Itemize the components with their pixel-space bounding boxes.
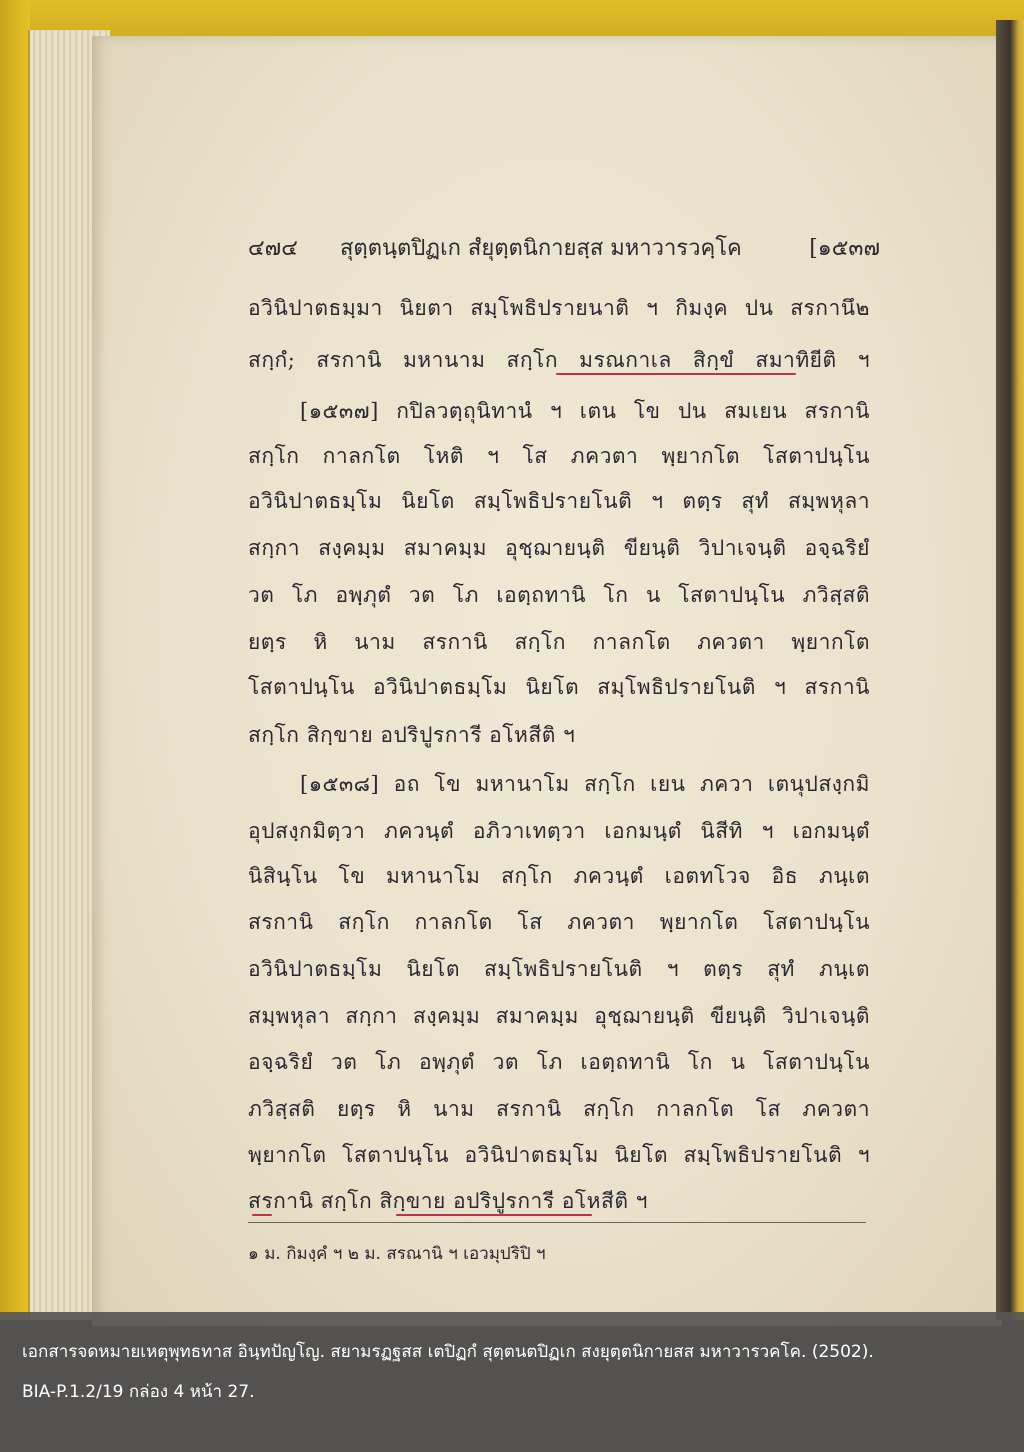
text-line: สมฺพหุลา สกฺกา สงฺคมฺม สมาคมฺม อุชฺฌายนฺติ ขียนฺติ วิปาเจนฺติ (248, 1004, 870, 1028)
footnote: ๑ ม. กิมงฺคํ ฯ ๒ ม. สรณานิ ฯ เอวมุปริปิ ฯ (248, 1244, 546, 1264)
book-spine (996, 20, 1024, 1320)
text-line: วต โภ อพฺภุตํ วต โภ เอตฺถทานิ โก น โสตาปนฺโน ภวิสฺสติ (248, 583, 870, 607)
text-line: อวินิปาตธมฺโม นิยโต สมฺโพธิปรายโนติ ฯ ตตฺร สุทํ สมฺพหุลา (248, 489, 870, 513)
text-line: สกฺกา สงฺคมฺม สมาคมฺม อุชฺฌายนฺติ ขียนฺติ วิปาเจนฺติ อจฺฉริยํ (248, 536, 870, 560)
bleed-through-text (710, 1238, 870, 1268)
text-line: ยตฺร หิ นาม สรกานิ สกฺโก กาลกโต ภควตา พฺยากโต (248, 630, 870, 654)
caption-citation: เอกสารจดหมายเหตุพุทธทาส อินฺทปัญโญ. สยามรฏฐสส เตปิฏกํ สุตฺตนตปิฏเก สงยุตฺตนิกายสส มหาวารวคโค. (2502). (22, 1342, 874, 1362)
text-line: นิสินฺโน โข มหานาโม สกฺโก ภควนฺตํ เอตทโวจ อิธ ภนฺเต (248, 864, 870, 888)
yellow-book-cover-top (30, 0, 1024, 36)
running-title: สุตฺตนฺตปิฏเก สํยุตฺตนิกายสฺส มหาวารวคฺโค (340, 236, 742, 261)
text-line: อวินิปาตธมฺโม นิยโต สมฺโพธิปรายโนติ ฯ ตตฺร สุทํ ภนฺเต (248, 957, 870, 981)
text-line: สรกานิ สกฺโก กาลกโต โส ภควตา พฺยากโต โสตาปนฺโน (248, 910, 870, 934)
text-line: สกฺโก กาลกโต โหติ ฯ โส ภควตา พฺยากโต โสตาปนฺโน (248, 444, 870, 468)
text-line: [๑๕๓๗] กปิลวตฺถุนิทานํ ฯ เตน โข ปน สมเยน สรกานิ (300, 399, 870, 423)
caption-bar (0, 1312, 1024, 1452)
page-number: ๔๗๔ (248, 236, 298, 261)
text-line: พฺยากโต โสตาปนฺโน อวินิปาตธมฺโม นิยโต สมฺโพธิปรายโนติ ฯ (248, 1143, 870, 1167)
text-line: อจฺฉริยํ วต โภ อพฺภุตํ วต โภ เอตฺถทานิ โก น โสตาปนฺโน (248, 1050, 870, 1074)
red-underline-mark (556, 373, 796, 375)
footnote-divider (248, 1222, 866, 1223)
text-line: อุปสงฺกมิตฺวา ภควนฺตํ อภิวาเทตฺวา เอกมนฺตํ นิสีทิ ฯ เอกมนฺตํ (248, 819, 870, 843)
red-underline-mark (252, 1214, 272, 1216)
text-line: สรกานิ สกฺโก สิกฺขาย อปริปูรการี อโหสีติ ฯ (248, 1189, 648, 1213)
text-line: สกฺโก สิกฺขาย อปริปูรการี อโหสีติ ฯ (248, 723, 576, 747)
text-line: สกฺกํ; สรกานิ มหานาม สกฺโก มรณกาเล สิกฺขํ สมาทิยีติ ฯ (248, 348, 870, 372)
section-marker: [๑๕๓๗ (809, 236, 880, 261)
red-underline-mark (396, 1214, 592, 1216)
caption-reference: BIA-P.1.2/19 กล่อง 4 หน้า 27. (22, 1382, 255, 1402)
text-line: ภวิสฺสติ ยตฺร หิ นาม สรกานิ สกฺโก กาลกโต โส ภควตา (248, 1097, 870, 1121)
text-line: โสตาปนฺโน อวินิปาตธมฺโม นิยโต สมฺโพธิปรายโนติ ฯ สรกานิ (248, 675, 870, 699)
text-line: อวินิปาตธมฺมา นิยตา สมฺโพธิปรายนาติ ฯ กิมงฺค ปน สรกานึ๒ (248, 296, 870, 320)
page-header (248, 230, 880, 266)
text-line: [๑๕๓๘] อถ โข มหานาโม สกฺโก เยน ภควา เตนุปสงฺกมิ (300, 772, 870, 796)
